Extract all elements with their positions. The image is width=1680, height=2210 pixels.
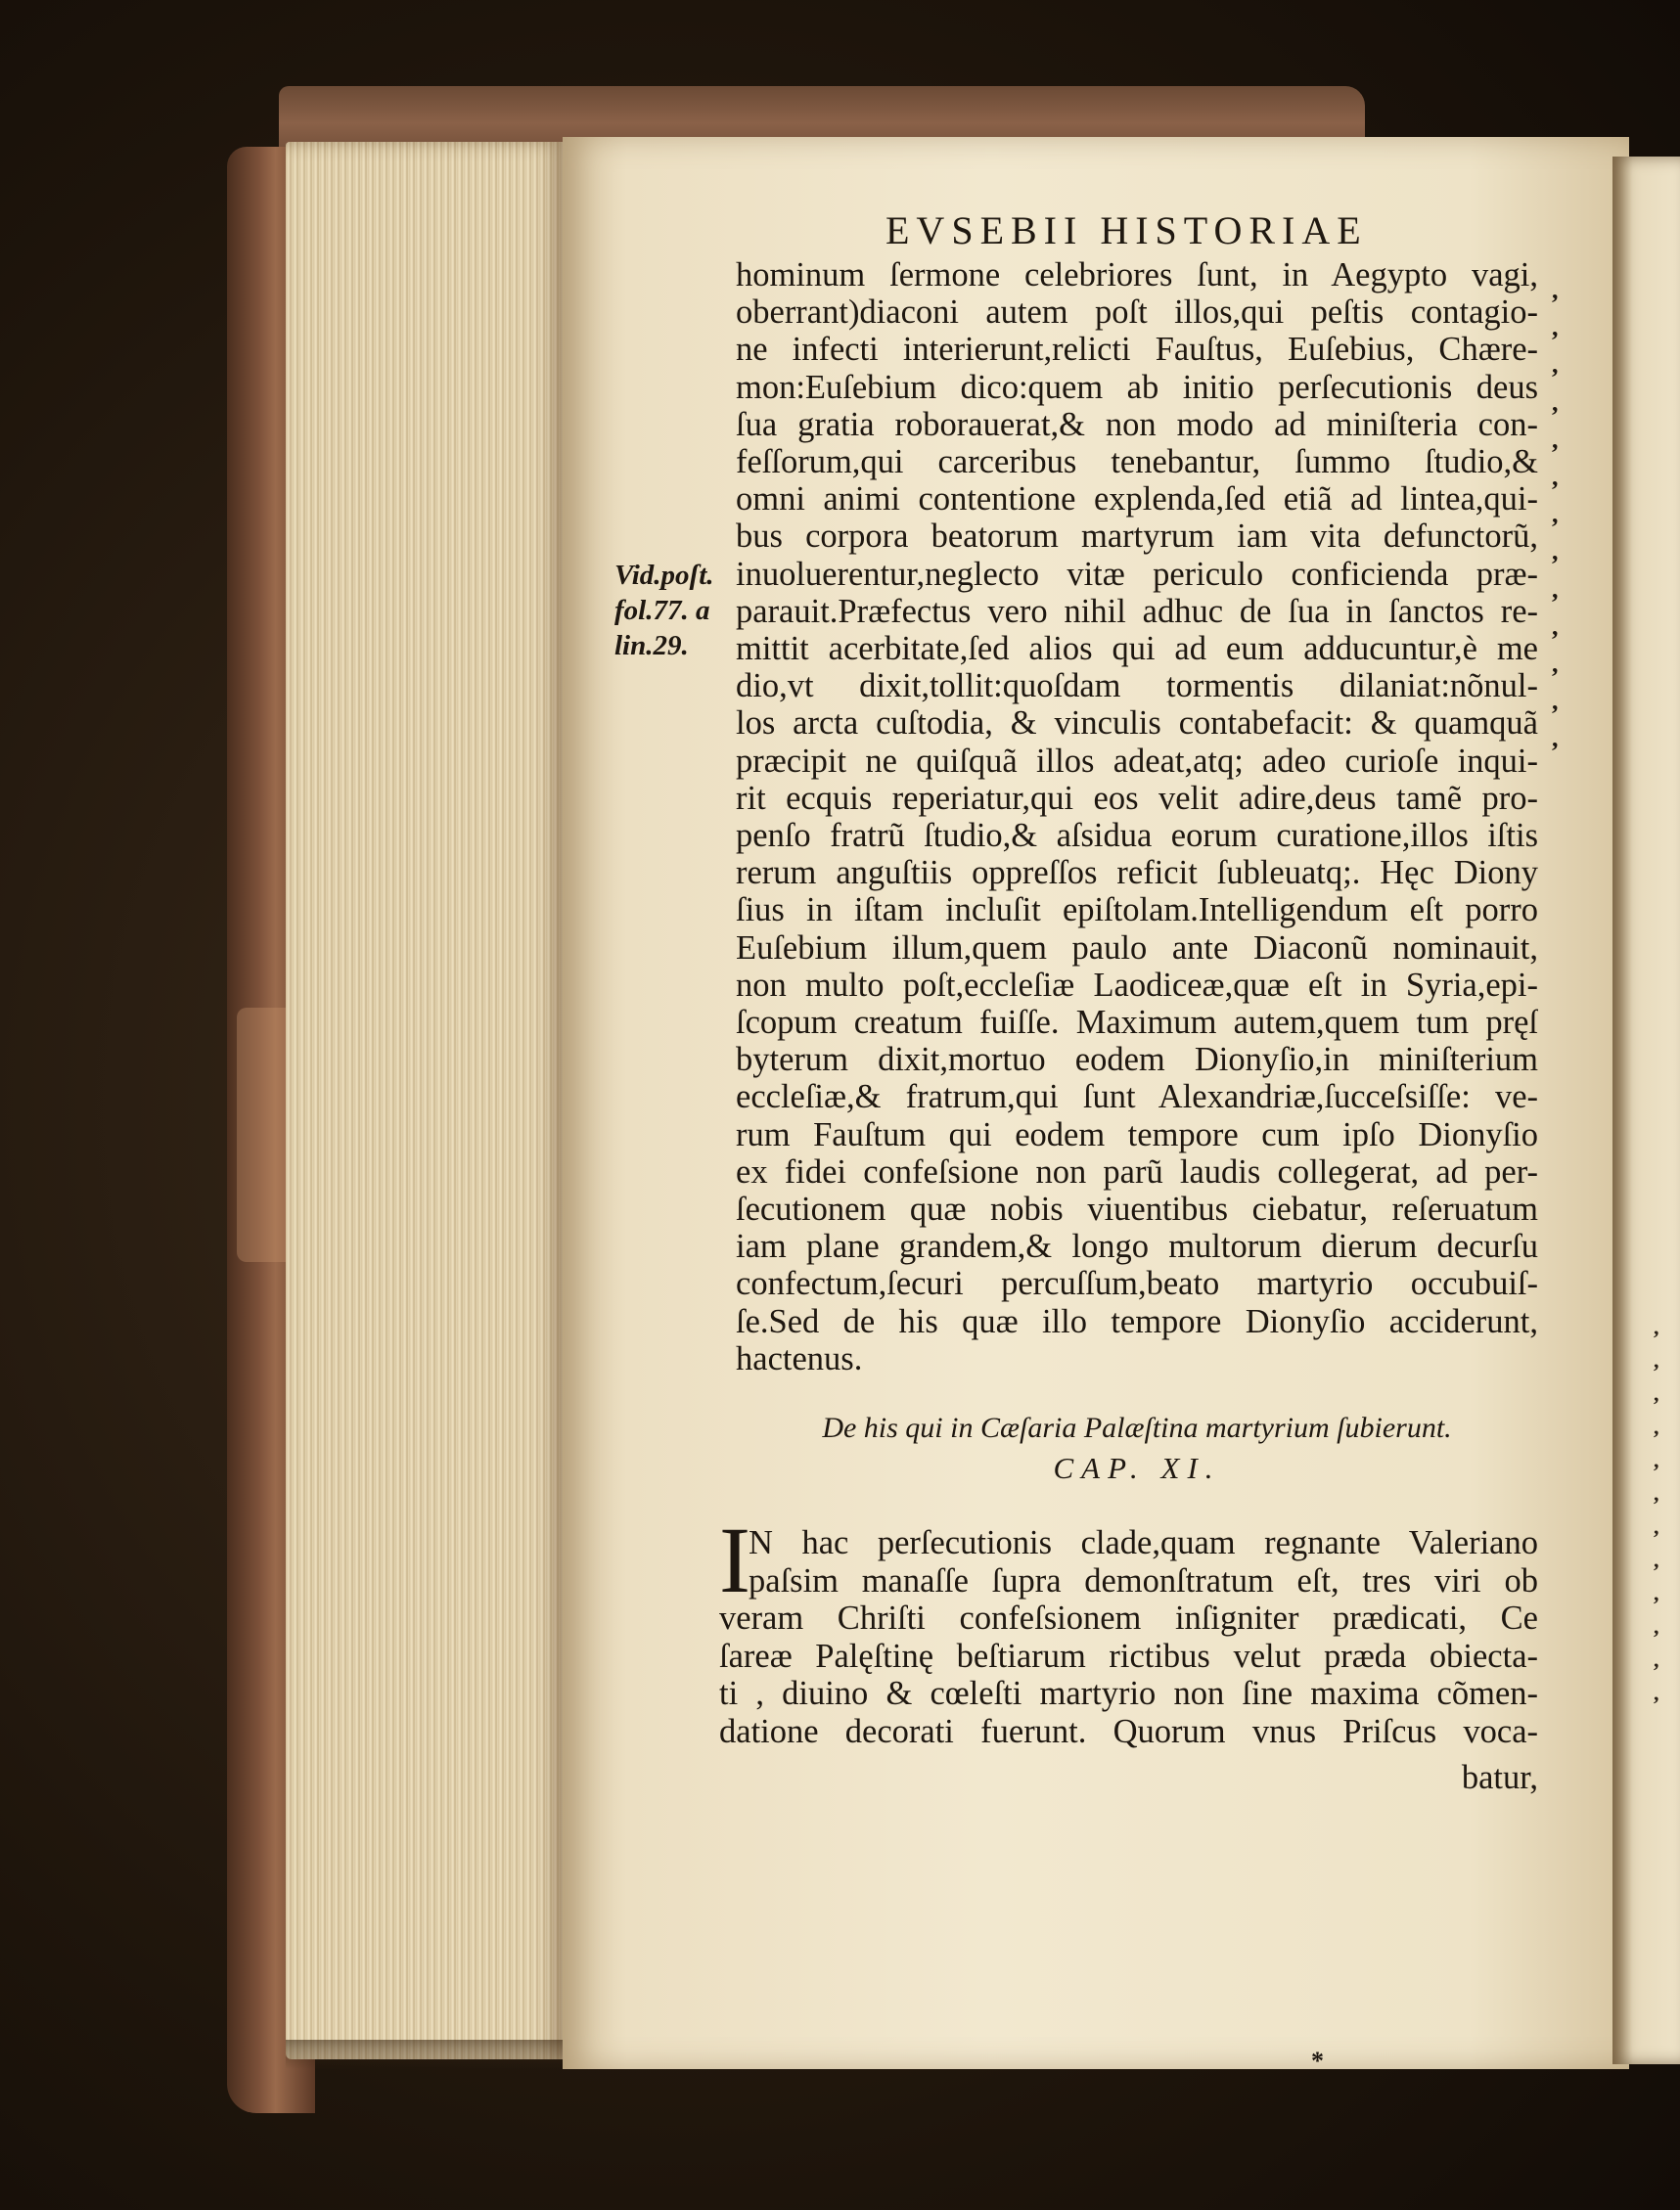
margin-mark: , <box>1552 724 1559 753</box>
text-line: hominum ſermone celebriores ſunt, in Aegypto vagi, <box>736 256 1538 293</box>
text-line: inuoluerentur,neglecto vitæ periculo conficienda præ- <box>736 555 1538 593</box>
facing-page-text-fragment: , , , , , , , , , , , , <box>1654 1315 1659 1705</box>
text-line: ſua gratia roborauerat,& non modo ad miniſteria con- <box>736 405 1538 443</box>
chapter-number: CAP. XI. <box>1053 1451 1221 1485</box>
text-line: oberrant)diaconi autem poſt illos,qui peſtis contagio- <box>736 293 1538 332</box>
drop-cap: I <box>719 1508 750 1612</box>
text-line: eccleſiæ,& fratrum,qui ſunt Alexandriæ,ſucceſsiſſe: ve- <box>736 1078 1538 1116</box>
chapter-text-line: paſsim manaſſe ſupra demonſtratum eſt, tres viri ob <box>749 1561 1538 1600</box>
margin-note-line: Vid.poſt. <box>614 560 714 591</box>
text-line: byterum dixit,mortuo eodem Dionyſio,in miniſterium <box>736 1041 1538 1079</box>
chapter-text-line: veram Chriſti confeſsionem inſigniter prædicati, Ce <box>719 1600 1538 1637</box>
right-margin-marks <box>1552 272 1567 757</box>
running-head: EVSEBII HISTORIAE <box>885 208 1368 252</box>
chapter-heading: De his qui in Cæſaria Palæſtina martyrium ſubierunt. <box>822 1412 1452 1444</box>
catchword: batur, <box>1461 1759 1538 1796</box>
text-line: los arcta cuſtodia, & vinculis contabefacit: & quamquã <box>736 704 1538 743</box>
text-line: ſecutionem quæ nobis viuentibus ciebatur, reſeruatum <box>736 1191 1538 1229</box>
text-line: ne infecti interierunt,relicti Fauſtus, Euſebius, Chære- <box>736 331 1538 369</box>
body-text <box>736 256 1538 1377</box>
margin-mark: , <box>1552 387 1559 417</box>
text-line: bus corpora beatorum martyrum iam vita defunctorũ, <box>736 518 1538 556</box>
text-line: non multo poſt,eccleſiæ Laodiceæ,quæ eſt in Syria,epi- <box>736 966 1538 1004</box>
text-line: penſo fratrũ ſtudio,& aſsidua eorum curatione,illos iſtis <box>736 817 1538 855</box>
text-line: feſſorum,qui carceribus tenebantur, ſummo ſtudio,& <box>736 443 1538 481</box>
margin-mark: , <box>1552 611 1559 641</box>
text-line: rerum anguſtiis oppreſſos reficit ſubleuatq;. Hęc Diony <box>736 854 1538 892</box>
text-line: omni animi contentione explenda,ſed etiã ad lintea,qui- <box>736 480 1538 519</box>
text-line: Euſebium illum,quem paulo ante Diaconũ nominauit, <box>736 928 1538 967</box>
margin-mark: , <box>1552 350 1559 380</box>
text-line: ex fidei confeſsione non parũ laudis collegerat, ad per- <box>736 1152 1538 1191</box>
text-line: hactenus. <box>736 1339 863 1377</box>
text-line: confectum,ſecuri percuſſum,beato martyrio occubuiſ- <box>736 1265 1538 1303</box>
margin-mark: , <box>1552 537 1559 566</box>
chapter-text-line: ſareæ Palęſtinę beſtiarum rictibus velut præda obiecta- <box>719 1637 1538 1675</box>
margin-mark: , <box>1552 313 1559 342</box>
text-line: ſcopum creatum fuiſſe. Maximum autem,quem tum pręſ <box>736 1004 1538 1042</box>
page-edges-shadow <box>286 2040 565 2069</box>
margin-mark: , <box>1552 649 1559 678</box>
margin-mark: , <box>1552 574 1559 604</box>
margin-mark: , <box>1552 500 1559 529</box>
chapter-text-line: ti , diuino & cœleſti martyrio non ſine maxima cõmen- <box>719 1675 1538 1712</box>
margin-note-line: fol.77. a <box>614 595 710 626</box>
text-line: dio,vt dixit,tollit:quoſdam tormentis dilaniat:nõnul- <box>736 667 1538 705</box>
text-line: rit ecquis reperiatur,qui eos velit adire,deus tamẽ pro- <box>736 779 1538 817</box>
margin-mark: , <box>1552 425 1559 454</box>
text-line: parauit.Præfectus vero nihil adhuc de ſua in ſanctos re- <box>736 592 1538 630</box>
chapter-text-line: datione decorati fuerunt. Quorum vnus Priſcus voca- <box>719 1712 1538 1750</box>
chapter-text-line: N hac perſecutionis clade,quam regnante Valeriano <box>749 1524 1538 1561</box>
margin-mark: , <box>1552 462 1559 491</box>
page-edges-stack <box>286 142 565 2059</box>
margin-mark: , <box>1552 687 1559 716</box>
signature-mark: * <box>1311 2047 1324 2075</box>
text-line: præcipit ne quiſquã illos adeat,atq; adeo curioſe inqui- <box>736 742 1538 780</box>
facing-page-edge <box>1612 157 1680 2064</box>
margin-note <box>614 558 732 663</box>
text-line: mittit acerbitate,ſed alios qui ad eum adducuntur,è me <box>736 630 1538 668</box>
text-line: iam plane grandem,& longo multorum dierum decurſu <box>736 1228 1538 1266</box>
text-line: rum Fauſtum qui eodem tempore cum ipſo Dionyſio <box>736 1115 1538 1153</box>
margin-note-line: lin.29. <box>614 630 689 661</box>
text-line: ſius in iſtam incluſit epiſtolam.Intelligendum eſt porro <box>736 891 1538 929</box>
text-line: ſe.Sed de his quæ illo tempore Dionyſio acciderunt, <box>736 1302 1538 1340</box>
margin-mark: , <box>1552 276 1559 304</box>
text-line: mon:Euſebium dico:quem ab initio perſecutionis deus <box>736 368 1538 406</box>
chapter-body <box>719 1508 1538 1769</box>
